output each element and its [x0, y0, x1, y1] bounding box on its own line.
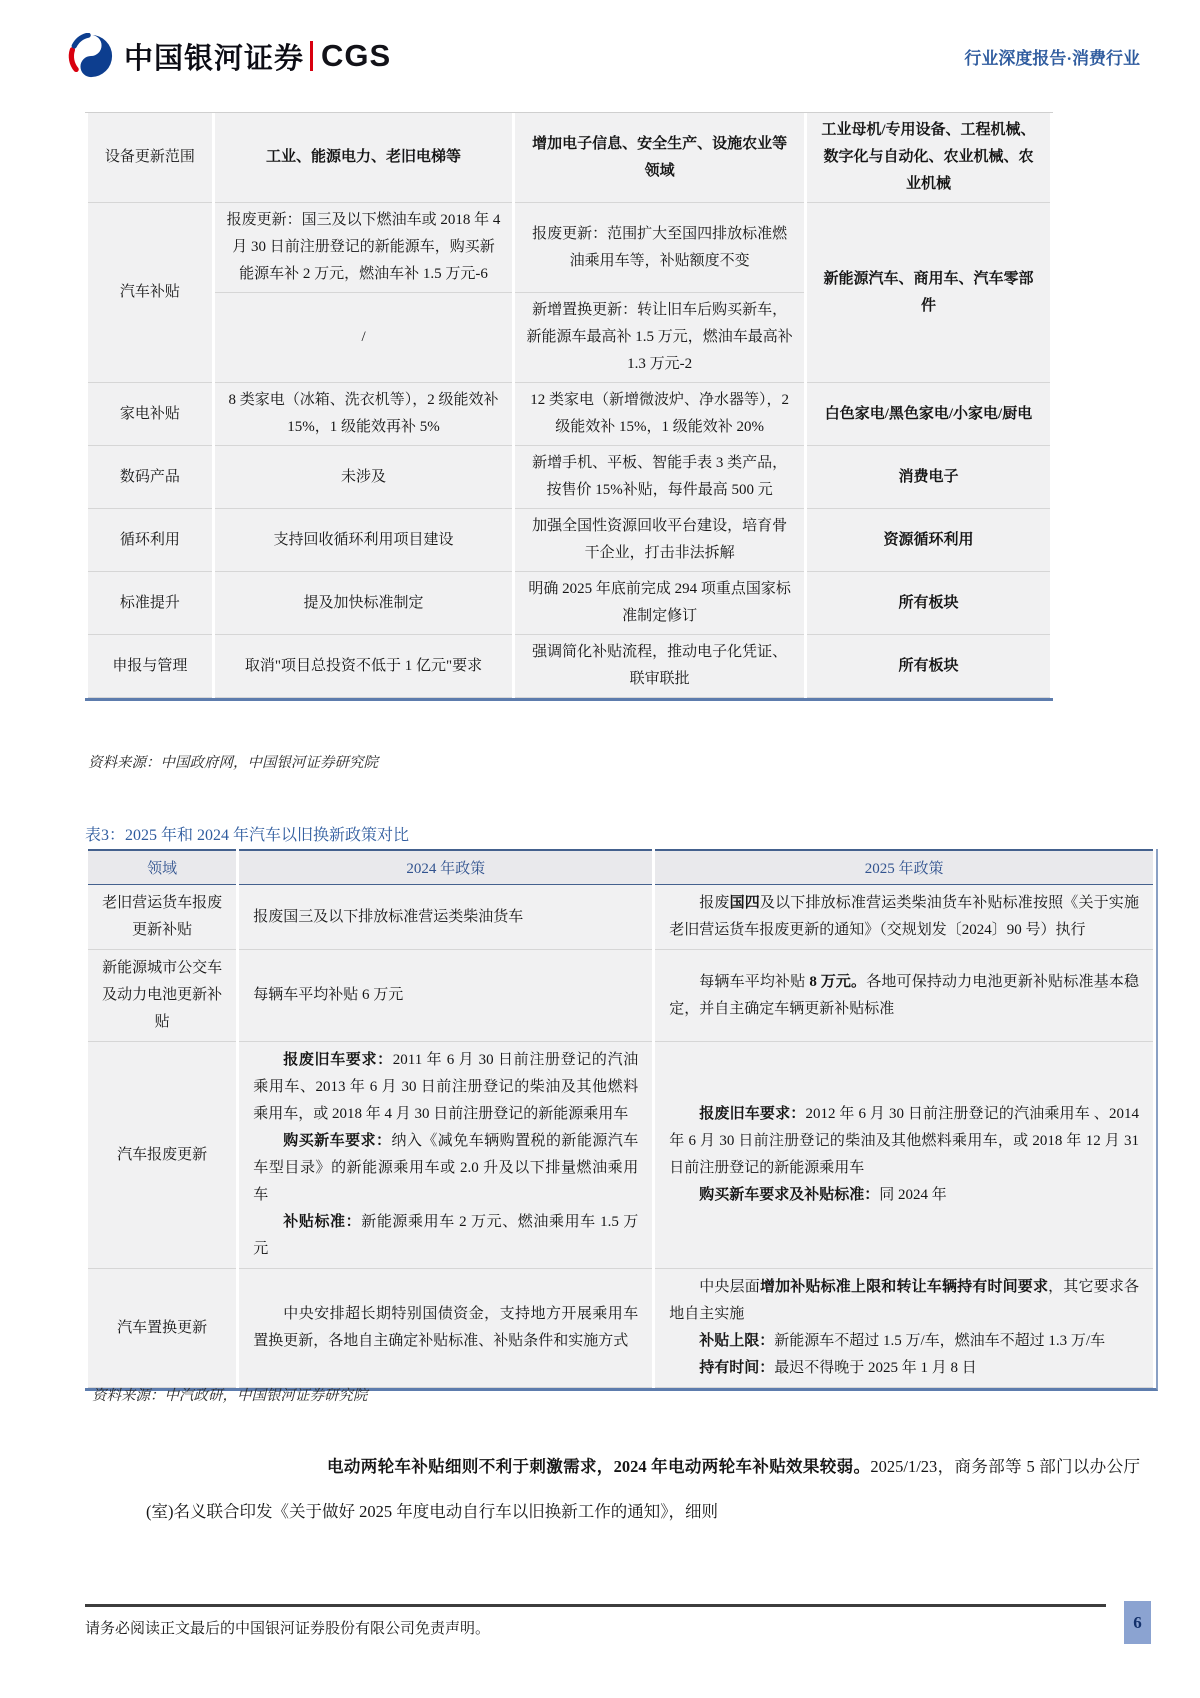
- cell-paragraph: 中央安排超长期特别国债资金，支持地方开展乘用车置换更新，各地自主确定补贴标准、补贴条件和实施方式: [253, 1306, 639, 1349]
- device-policy-table-wrap: [85, 112, 1053, 701]
- galaxy-logo-icon: [68, 33, 114, 79]
- column-header-2024: 2024 年政策: [239, 849, 652, 885]
- table-cell: 数码产品: [88, 446, 212, 509]
- column-header-domain: 领域: [88, 849, 236, 885]
- table-cell: 未涉及: [215, 446, 512, 509]
- table-cell: /: [215, 293, 512, 383]
- table-cell: [655, 1042, 1153, 1269]
- auto-policy-table: [85, 849, 1158, 1391]
- cell-paragraph: 中央层面增加补贴标准上限和转让车辆持有时间要求，其它要求各地自主实施: [669, 1279, 1139, 1322]
- table-cell: [239, 885, 652, 950]
- source-note-2: 资料来源：中汽政研，中国银河证券研究院: [92, 1388, 368, 1404]
- table-cell: 所有板块: [807, 572, 1050, 635]
- table-cell: 强调简化补贴流程，推动电子化凭证、联审联批: [515, 635, 804, 698]
- table-cell: 资源循环利用: [807, 509, 1050, 572]
- footer-disclaimer: 请务必阅读正文最后的中国银河证券股份有限公司免责声明。: [85, 1621, 491, 1637]
- table3-title: 表3：2025 年和 2024 年汽车以旧换新政策对比: [85, 827, 410, 844]
- cell-paragraph: 每辆车平均补贴 6 万元: [253, 987, 404, 1003]
- cell-paragraph: 购买新车要求及补贴标准：同 2024 年: [699, 1187, 947, 1203]
- table-row: [88, 572, 1050, 635]
- table-cell: 新能源汽车、商用车、汽车零部件: [807, 203, 1050, 383]
- table-cell: [239, 1269, 652, 1388]
- table-cell: 循环利用: [88, 509, 212, 572]
- row-label-cell: 老旧营运货车报废更新补贴: [88, 885, 236, 950]
- table-cell: 报废更新：范围扩大至国四排放标准燃油乘用车等，补贴额度不变: [515, 203, 804, 293]
- row-label-cell: 汽车报废更新: [88, 1042, 236, 1269]
- source-note-1: 资料来源：中国政府网，中国银河证券研究院: [88, 755, 378, 771]
- table-cell: 工业母机/专用设备、工程机械、数字化与自动化、农业机械、农业机械: [807, 113, 1050, 203]
- table-cell: 汽车补贴: [88, 203, 212, 383]
- table-row: [88, 113, 1050, 203]
- table-header-row: [88, 849, 1153, 885]
- table-cell: [239, 950, 652, 1042]
- table-cell: 白色家电/黑色家电/小家电/厨电: [807, 383, 1050, 446]
- cell-paragraph: 每辆车平均补贴 8 万元。各地可保持动力电池更新补贴标准基本稳定，并自主确定车辆更新补贴标准: [669, 973, 1139, 1017]
- table-cell: 标准提升: [88, 572, 212, 635]
- brand-divider: [310, 41, 313, 71]
- brand-abbreviation: CGS: [321, 38, 392, 73]
- page-header: [68, 28, 1140, 84]
- cell-paragraph: 报废旧车要求：2011 年 6 月 30 日前注册登记的汽油乘用车、2013 年 6 月 30 日前注册登记的柴油及其他燃料乘用车，或 2018 年 4 月 30 日前注册登记的新能源乘用车: [253, 1052, 639, 1122]
- body-paragraph: [146, 1444, 1140, 1535]
- table-cell: [239, 1042, 652, 1269]
- table-cell: 家电补贴: [88, 383, 212, 446]
- cell-paragraph: 报废旧车要求：2012 年 6 月 30 日前注册登记的汽油乘用车 、2014 年 6 月 30 日前注册登记的柴油及其他燃料乘用车，或 2018 年 12 月 31 日前注册登记的新能源乘用车: [669, 1106, 1139, 1176]
- table-cell: 所有板块: [807, 635, 1050, 698]
- column-header-2025: 2025 年政策: [655, 849, 1153, 885]
- table-cell: [655, 1269, 1153, 1388]
- table-cell: 增加电子信息、安全生产、设施农业等领域: [515, 113, 804, 203]
- table-row: [88, 446, 1050, 509]
- cell-paragraph: 报废国四及以下排放标准营运类柴油货车补贴标准按照《关于实施老旧营运货车报废更新的通知》（交规划发〔2024〕90 号）执行: [669, 895, 1139, 938]
- table-row: [88, 509, 1050, 572]
- table-cell: 设备更新范围: [88, 113, 212, 203]
- table-cell: 新增置换更新：转让旧车后购买新车，新能源车最高补 1.5 万元，燃油车最高补 1.3 万元-2: [515, 293, 804, 383]
- table-row: [88, 950, 1153, 1042]
- cell-paragraph: 补贴上限：新能源车不超过 1.5 万/车，燃油车不超过 1.3 万/车: [699, 1333, 1106, 1349]
- table-row: [88, 1269, 1153, 1388]
- table-cell: 支持回收循环利用项目建设: [215, 509, 512, 572]
- table-row: [88, 635, 1050, 698]
- device-policy-table: [85, 112, 1053, 701]
- table-cell: [655, 885, 1153, 950]
- table-cell: 加强全国性资源回收平台建设，培育骨干企业，打击非法拆解: [515, 509, 804, 572]
- table-cell: 新增手机、平板、智能手表 3 类产品，按售价 15%补贴，每件最高 500 元: [515, 446, 804, 509]
- table-cell: 工业、能源电力、老旧电梯等: [215, 113, 512, 203]
- table-row: [88, 203, 1050, 293]
- cell-paragraph: 报废国三及以下排放标准营运类柴油货车: [253, 908, 524, 925]
- cell-paragraph: 持有时间：最迟不得晚于 2025 年 1 月 8 日: [699, 1360, 977, 1376]
- report-type-label: 行业深度报告·消费行业: [964, 48, 1140, 68]
- table-cell: 取消"项目总投资不低于 1 亿元"要求: [215, 635, 512, 698]
- paragraph-lead: 电动两轮车补贴细则不利于刺激需求，2024 年电动两轮车补贴效果较弱。: [327, 1457, 871, 1476]
- footer-rule: [85, 1604, 1106, 1607]
- cell-paragraph: 补贴标准：新能源乘用车 2 万元、燃油乘用车 1.5 万元: [253, 1214, 639, 1257]
- row-label-cell: 汽车置换更新: [88, 1269, 236, 1388]
- auto-policy-table-wrap: [85, 849, 1158, 1391]
- table-cell: 申报与管理: [88, 635, 212, 698]
- table-cell: 明确 2025 年底前完成 294 项重点国家标准制定修订: [515, 572, 804, 635]
- table-row: [88, 1042, 1153, 1269]
- page-number-badge: 6: [1124, 1601, 1151, 1644]
- table-cell: 报废更新：国三及以下燃油车或 2018 年 4 月 30 日前注册登记的新能源车，购买新能源车补 2 万元，燃油车补 1.5 万元-6: [215, 203, 512, 293]
- table-row: [88, 383, 1050, 446]
- table-cell: 消费电子: [807, 446, 1050, 509]
- table-cell: [655, 950, 1153, 1042]
- table-row: [88, 885, 1153, 950]
- paragraph-rest: 2025/1/23，商务部等 5 部门以办公厅(室)名义联合印发《关于做好 2025 年度电动自行车以旧换新工作的通知》，细则: [146, 1457, 1141, 1522]
- brand: [68, 33, 391, 79]
- brand-name: 中国银河证券: [124, 42, 305, 75]
- cell-paragraph: 购买新车要求：纳入《减免车辆购置税的新能源汽车车型目录》的新能源乘用车或 2.0 升及以下排量燃油乘用车: [253, 1133, 639, 1203]
- row-label-cell: 新能源城市公交车及动力电池更新补贴: [88, 950, 236, 1042]
- table-cell: 8 类家电（冰箱、洗衣机等），2 级能效补 15%，1 级能效再补 5%: [215, 383, 512, 446]
- table-cell: 提及加快标准制定: [215, 572, 512, 635]
- table-cell: 12 类家电（新增微波炉、净水器等），2 级能效补 15%，1 级能效补 20%: [515, 383, 804, 446]
